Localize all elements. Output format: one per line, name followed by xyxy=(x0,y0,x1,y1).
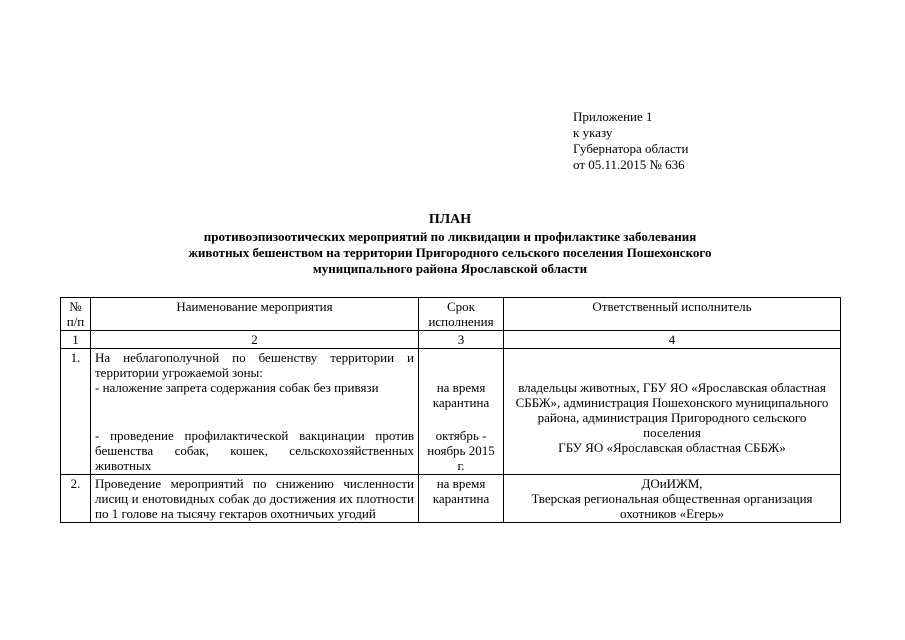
title-line: животных бешенством на территории Пригородного сельского поселения Пошехонского xyxy=(188,245,712,260)
header-responsible: Ответственный исполнитель xyxy=(504,298,841,331)
column-number-row xyxy=(61,331,841,349)
row-term: на время карантина xyxy=(419,475,504,523)
title-line: муниципального района Ярославской области xyxy=(312,261,588,276)
row-activity xyxy=(91,349,419,475)
row-responsible xyxy=(504,475,841,523)
appendix-line: Губернатора области xyxy=(573,141,689,156)
header-term: Срок исполнения xyxy=(419,298,504,331)
row-number: 1. xyxy=(61,349,91,475)
responsible-value: ГБУ ЯО «Ярославская областная СББЖ» xyxy=(558,440,786,455)
appendix-line: от 05.11.2015 № 636 xyxy=(573,157,685,172)
appendix-note xyxy=(573,109,688,173)
activity-item: - наложение запрета содержания собак без привязи xyxy=(95,380,379,395)
column-number: 4 xyxy=(504,331,841,349)
column-number: 2 xyxy=(91,331,419,349)
row-activity: Проведение мероприятий по снижению численности лисиц и енотовидных собак до достижения их плотности по 1 голове на тысячу гектаров охотничьих угодий xyxy=(91,475,419,523)
activity-intro: На неблагополучной по бешенству территории и территории угрожаемой зоны: xyxy=(95,350,414,380)
responsible-value: владельцы животных, ГБУ ЯО «Ярославская областная СББЖ», администрация Пошехонского муниципального района, администрация Пригородного сельского поселения xyxy=(515,380,829,440)
document-title xyxy=(60,212,840,277)
header-name: Наименование мероприятия xyxy=(91,298,419,331)
header-num: № п/п xyxy=(61,298,91,331)
term-value: октябрь - ноябрь 2015 г. xyxy=(427,428,495,473)
row-number: 2. xyxy=(61,475,91,523)
term-value: на время карантина xyxy=(432,380,490,410)
row-responsible xyxy=(504,349,841,475)
appendix-line: к указу xyxy=(573,125,613,140)
table-header-row xyxy=(61,298,841,331)
column-number: 1 xyxy=(61,331,91,349)
responsible-value: Тверская региональная общественная организация охотников «Егерь» xyxy=(531,491,813,521)
appendix-line: Приложение 1 xyxy=(573,109,653,124)
activity-item: - проведение профилактической вакцинации против бешенства собак, кошек, сельскохозяйственных животных xyxy=(95,428,414,473)
title-heading: ПЛАН xyxy=(428,212,472,227)
title-line: противоэпизоотических мероприятий по ликвидации и профилактике заболевания xyxy=(203,229,697,244)
row-term xyxy=(419,349,504,475)
column-number: 3 xyxy=(419,331,504,349)
table-row xyxy=(61,475,841,523)
table-row xyxy=(61,349,841,475)
plan-table xyxy=(60,297,841,523)
responsible-value: ДОиИЖМ, xyxy=(641,476,703,491)
